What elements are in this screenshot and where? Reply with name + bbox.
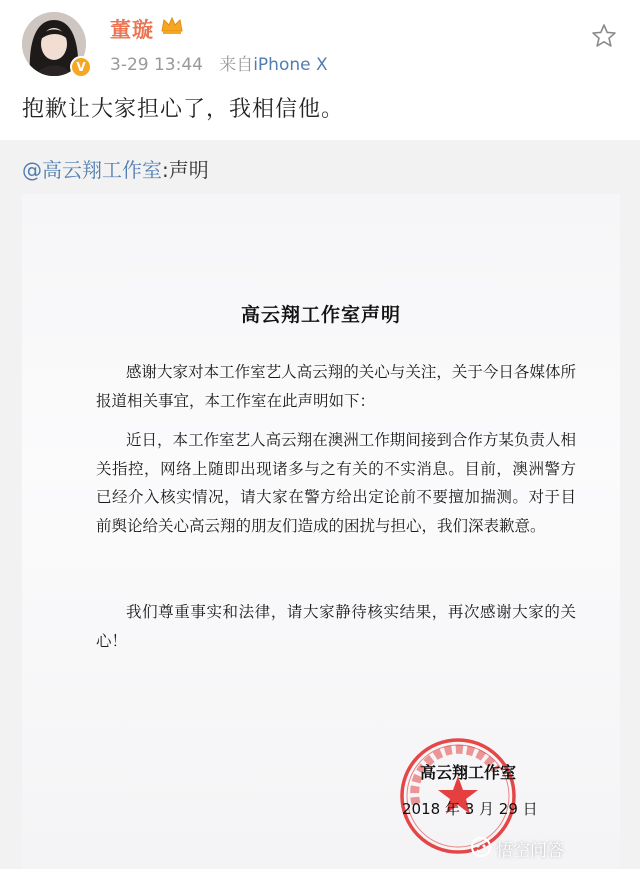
statement-date: 2018 年 3 月 29 日 <box>402 800 538 818</box>
crown-icon <box>160 15 184 35</box>
repost-line <box>22 154 209 183</box>
post-time: 3-29 13:44 <box>110 55 203 75</box>
statement-image[interactable] <box>22 194 620 869</box>
statement-paragraph-3: 我们尊重事实和法律，请大家静待核实结果，再次感谢大家的关心！ <box>96 603 576 650</box>
repost-mention-link[interactable]: @高云翔工作室 <box>22 158 162 182</box>
wukong-logo-icon <box>470 836 492 858</box>
post-text: 抱歉让大家担心了，我相信他。 <box>22 97 345 122</box>
statement-paragraph-2: 近日，本工作室艺人高云翔在澳洲工作期间接到合作方某负责人相关指控，网络上随即出现诸多与之有关的不实消息。目前，澳洲警方已经介入核实情况，请大家在警方给出定论前不要擅加揣测。对于目前舆论给关心高云翔的朋友们造成的困扰与担心，我们深表歉意。 <box>96 431 576 535</box>
source-prefix: 来自 <box>219 55 254 75</box>
repost-card[interactable] <box>0 140 640 869</box>
source-device[interactable]: iPhone X <box>253 55 328 75</box>
statement-paragraph-1: 感谢大家对本工作室艺人高云翔的关心与关注，关于今日各媒体所报道相关事宜，本工作室在此声明如下： <box>96 363 576 410</box>
repost-suffix: :声明 <box>162 158 209 182</box>
user-name[interactable]: 董璇 <box>110 18 154 42</box>
star-outline-icon[interactable] <box>590 22 618 50</box>
statement-signature: 高云翔工作室 <box>420 763 517 782</box>
vip-badge-icon: V <box>70 56 92 78</box>
post-meta <box>110 50 328 75</box>
statement-title: 高云翔工作室声明 <box>240 304 401 326</box>
wukong-watermark: 悟空问答 <box>496 841 564 861</box>
post-header <box>0 0 640 86</box>
